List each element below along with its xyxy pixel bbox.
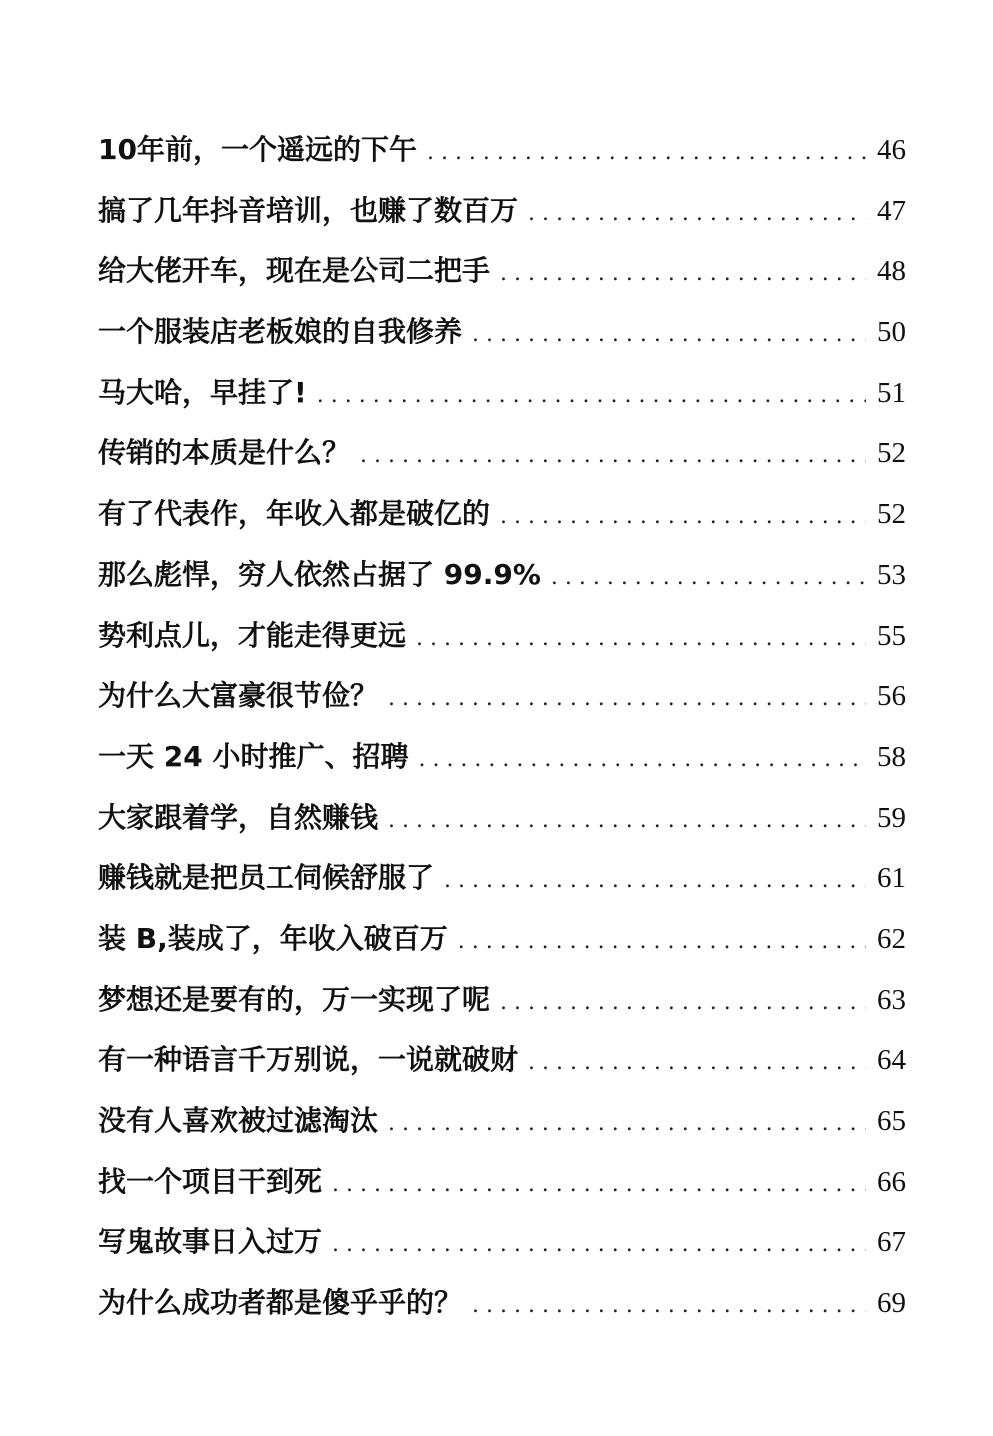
dot-leader [388,669,866,730]
toc-entry-title: 一天 24 小时推广、招聘 [98,739,409,773]
toc-entry [98,181,906,242]
dot-leader [332,1155,866,1216]
toc-entry-title: 那么彪悍，穷人依然占据了 99.9% [98,557,541,591]
toc-entry-page-number: 55 [877,619,906,652]
toc-entry [98,545,906,606]
toc-entry-page-number: 63 [877,983,906,1016]
toc-entry-page-number: 51 [877,376,906,409]
toc-entry-title: 为什么成功者都是傻乎乎的？ [98,1286,463,1320]
dot-leader [317,366,866,427]
dot-leader [500,973,866,1034]
toc-entry-title: 梦想还是要有的，万一实现了呢 [98,982,491,1016]
toc-entry [98,363,906,424]
toc-entry-page-number: 64 [877,1044,906,1077]
toc-entry-title: 势利点儿，才能走得更远 [98,618,407,652]
toc-entry-title: 大家跟着学，自然赚钱 [98,800,379,834]
dot-leader [444,851,866,912]
toc-entry-page-number: 48 [877,255,906,288]
toc-entry-page-number: 59 [877,801,906,834]
toc-entry-page-number: 58 [877,740,906,773]
toc-entry [98,302,906,363]
toc-entry-page-number: 66 [877,1165,906,1198]
toc-entry-title: 没有人喜欢被过滤淘汰 [98,1104,379,1137]
toc-entry-page-number: 53 [877,558,906,591]
dot-leader [427,123,866,184]
toc-entry [98,120,906,181]
toc-entry-page-number: 46 [877,134,906,166]
toc-entry [98,1212,906,1273]
toc-entry [98,484,906,545]
toc-entry-page-number: 67 [877,1226,906,1259]
toc-entry [98,727,906,788]
toc-entry-title: 传销的本质是什么？ [98,436,351,470]
dot-leader [528,1033,866,1094]
toc-entry-title: 有一种语言千万别说，一说就破财 [98,1043,519,1077]
dot-leader [472,305,866,366]
toc-entry-page-number: 69 [877,1287,906,1320]
dot-leader [551,548,866,609]
toc-entry-title: 为什么大富豪很节俭？ [98,679,379,713]
toc-entry-title: 一个服装店老板娘的自我修养 [98,315,463,349]
dot-leader [416,609,866,670]
toc-entry [98,1091,906,1152]
toc-entry [98,423,906,484]
toc-entry [98,1030,906,1091]
table-of-contents [98,120,906,1334]
toc-entry [98,848,906,909]
toc-entry-title: 赚钱就是把员工伺候舒服了 [98,861,435,895]
dot-leader [388,791,866,852]
toc-entry-page-number: 47 [877,194,906,227]
toc-entry [98,606,906,667]
toc-entry-title: 马大哈，早挂了! [98,375,307,409]
toc-entry [98,909,906,970]
dot-leader [388,1094,866,1155]
toc-entry-page-number: 52 [877,498,906,531]
dot-leader [458,912,866,973]
dot-leader [500,487,866,548]
dot-leader [332,1215,866,1276]
toc-entry [98,970,906,1031]
toc-entry-title: 给大佬开车，现在是公司二把手 [98,254,491,288]
dot-leader [360,426,866,487]
dot-leader [528,184,866,245]
toc-entry [98,241,906,302]
dot-leader [500,244,866,305]
toc-entry-title: 找一个项目干到死 [98,1164,323,1198]
toc-entry [98,788,906,849]
toc-entry-page-number: 65 [877,1105,906,1137]
toc-entry-page-number: 61 [877,862,906,895]
toc-entry [98,1152,906,1213]
toc-entry-page-number: 62 [877,922,906,955]
toc-entry-title: 搞了几年抖音培训，也赚了数百万 [98,193,519,227]
toc-entry [98,1273,906,1334]
toc-entry-page-number: 50 [877,316,906,349]
toc-entry-title: 装 B,装成了，年收入破百万 [98,921,448,955]
toc-entry-page-number: 56 [877,680,906,713]
toc-entry [98,666,906,727]
dot-leader [472,1276,866,1337]
toc-entry-title: 10年前，一个遥远的下午 [98,133,417,166]
toc-entry-title: 有了代表作，年收入都是破亿的 [98,497,491,531]
toc-entry-title: 写鬼故事日入过万 [98,1225,323,1259]
toc-entry-page-number: 52 [877,437,906,470]
dot-leader [418,730,866,791]
